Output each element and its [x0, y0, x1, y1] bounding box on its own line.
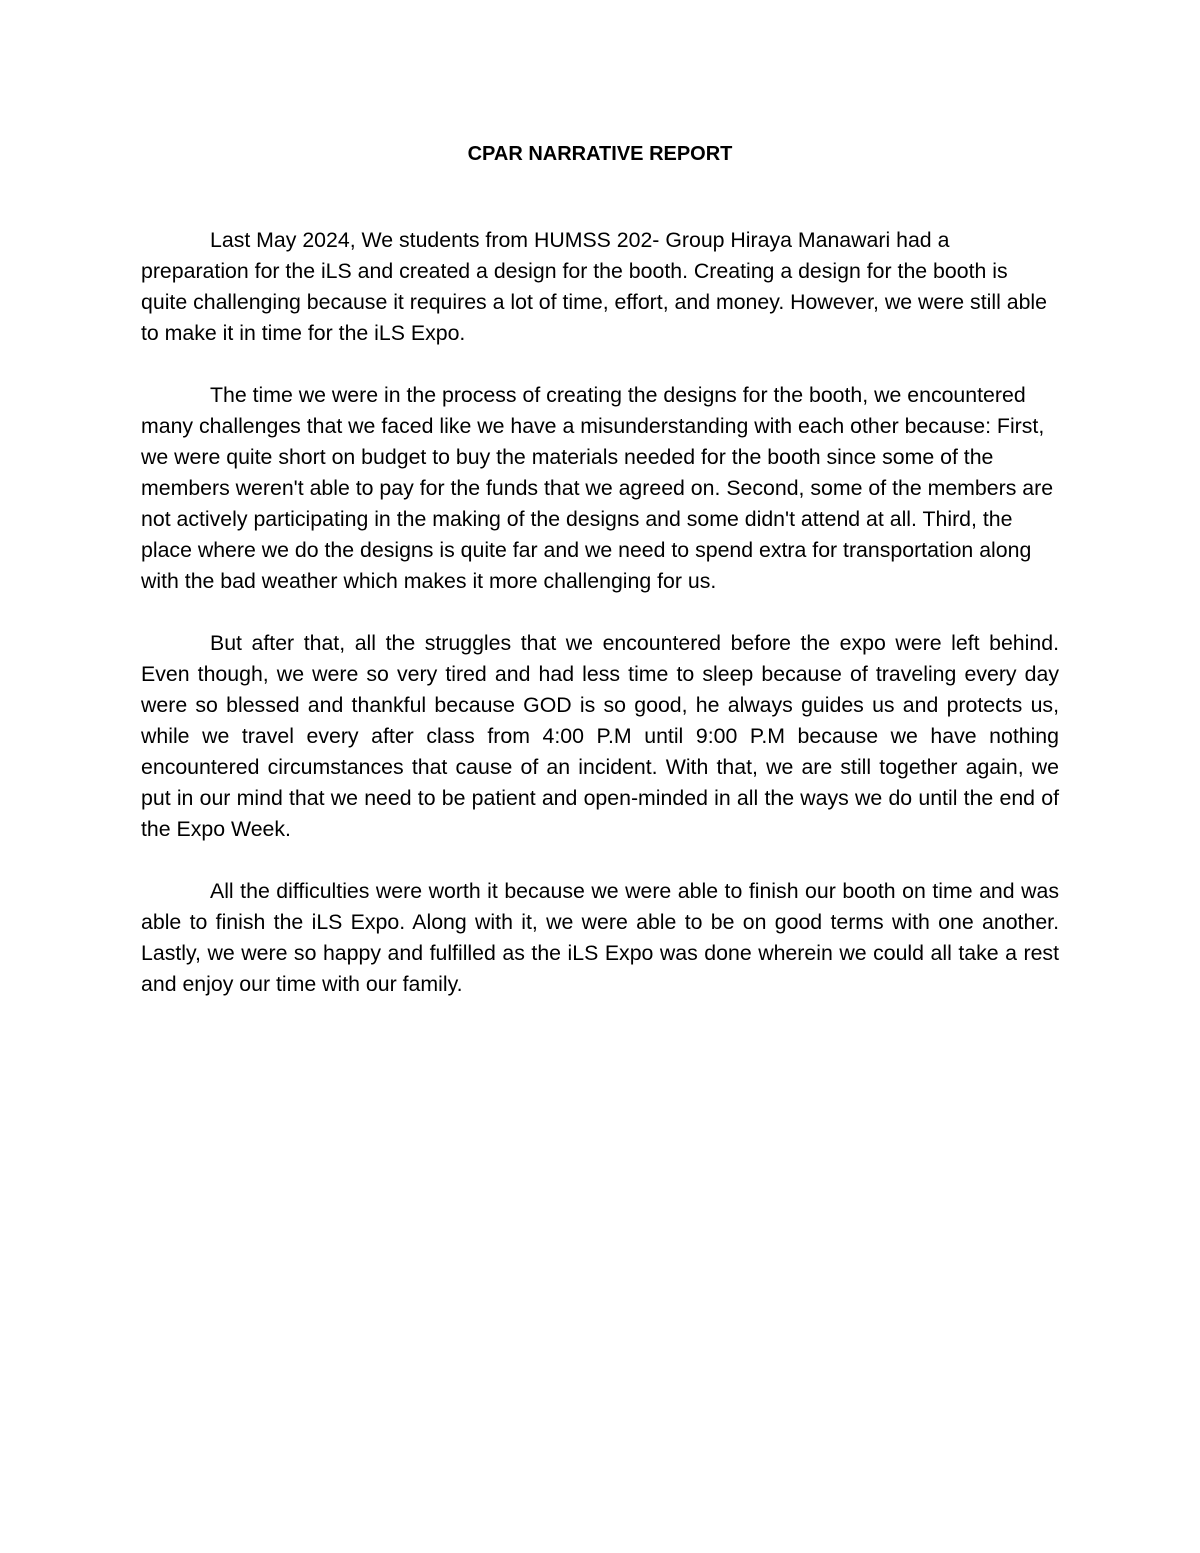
- document-title: CPAR NARRATIVE REPORT: [467, 143, 733, 165]
- paragraph-2: The time we were in the process of creating the designs for the booth, we encountered many challenges that we faced like we have a misunderstanding with each other because: First, we were quite short on budget to buy the materials needed for the booth since some of the members weren't able to pay for the funds that we agreed on. Second, some of the members are not actively participating in the making of the designs and some didn't attend at all. Third, the place where we do the designs is quite far and we need to spend extra for transportation along with the bad weather which makes it more challenging for us.: [141, 383, 1054, 593]
- paragraph-4: All the difficulties were worth it because we were able to finish our booth on time and was able to finish the iLS Expo. Along with it, we were able to be on good terms with one another. Lastly, we were so happy and fulfilled as the iLS Expo was done wherein we could all take a rest and enjoy our time with our family.: [141, 879, 1059, 996]
- paragraph-3: But after that, all the struggles that we encountered before the expo were left behind. Even though, we were so very tired and had less time to sleep because of traveling every day were so blessed and thankful because GOD is so good, he always guides us and protects us, while we travel every after class from 4:00 P.M until 9:00 P.M because we have nothing encountered circumstances that cause of an incident. With that, we are still together again, we put in our mind that we need to be patient and open-minded in all the ways we do until the end of the Expo Week.: [141, 631, 1059, 841]
- paragraph-1: Last May 2024, We students from HUMSS 202- Group Hiraya Manawari had a preparation for the iLS and created a design for the booth. Creating a design for the booth is quite challenging because it requires a lot of time, effort, and money. However, we were still able to make it in time for the iLS Expo.: [141, 228, 1048, 345]
- document-body: [141, 225, 1059, 1031]
